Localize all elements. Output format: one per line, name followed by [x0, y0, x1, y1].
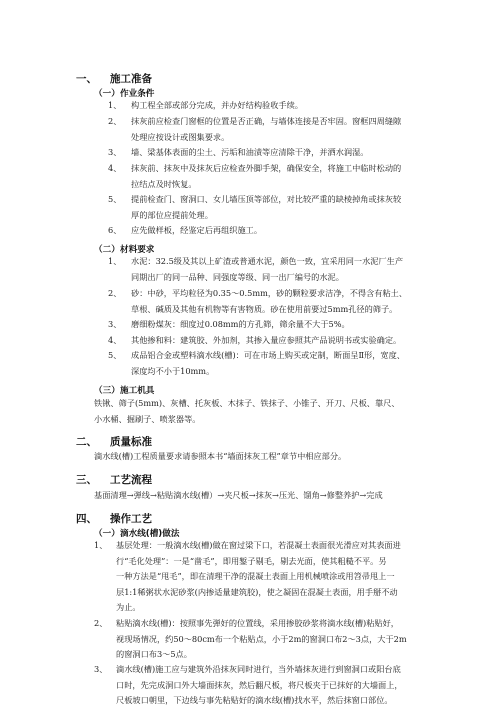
- section-title: 工艺流程: [110, 474, 152, 486]
- list-item: 6、 应先做样板，经鉴定后再组织施工。: [108, 225, 263, 235]
- section-number: 二、: [76, 436, 97, 448]
- section-heading: [76, 434, 152, 449]
- list-item: 5、 提前检查门、窗洞口、女儿墙压顶等部位，对比较严重的缺棱掉角或抹灰较 厚的部位应提前处理。: [108, 194, 402, 220]
- subsection-title: 作业条件: [120, 89, 155, 99]
- tools-paragraph: 铁锹、筛子(5mm)、灰槽、托灰板、木抹子、铁抹子、小锥子、开刀、尺板、靠尺、 小水桶、掘刷子、喷浆器等。: [94, 398, 400, 424]
- quality-paragraph: 滴水线(槽)工程质量要求请参照本书“墙面抹灰工程”章节中相应部分。: [94, 451, 347, 461]
- section-title: 施工准备: [110, 73, 152, 85]
- section-heading: [76, 511, 152, 526]
- section-number: 一、: [76, 73, 97, 85]
- list-item: 1、 基层处理：一般滴水线(槽)做在窗过梁下口，若混凝土表面很光滑应对其表面进 行“毛化处理”：一是“凿毛”，即用錾子剔毛，剔去光面，使其粗糙不平。另 一种方法是“甩毛”，即在清理干净的混凝土表面上用机械喷涂或用笤帚甩上一 层1:1稀粥状水泥砂浆(内掺适量建筑胶)，使之凝固在混凝土表面，用手掰不动 为止。: [94, 540, 401, 613]
- section-number: 四、: [76, 513, 97, 525]
- list-item: 2、 粘贴滴水线(槽)：按照事先弹好的位置线，采用掺胶砂浆将滴水线(槽)粘贴好， 视现场情况，约50～80cm布一个粘贴点，小于2m的窗洞口布2～3点，大于2m 的窗洞口布3～5点。: [94, 618, 407, 660]
- section-number: 三、: [76, 474, 97, 486]
- list-item: 3、 墙、梁基体表面的尘土、污垢和油渍等应清除干净，并洒水润湿。: [108, 147, 369, 157]
- subsection-title: 材料要求: [120, 245, 155, 255]
- list-item: 4、 抹灰前、抹灰中及抹灰后应检查外脚手架，确保安全，将施工中临时松动的 拉结点及时恢复。: [108, 163, 402, 189]
- subsection-title: 施工机具: [120, 386, 155, 396]
- list-item: 4、 其他掺和料：建筑胶、外加剂，其掺入量应参照其产品说明书或实验确定。: [108, 335, 402, 345]
- subsection-number: （二）: [94, 245, 120, 255]
- process-flow: 基面清理→弹线→粘贴滴水线(槽）→夹尺板→抹灰→压光、馏角→修整养护→完成: [94, 490, 383, 500]
- subsection-number: （一）: [94, 89, 120, 99]
- list-item: 3、 滴水线(槽)施工应与建筑外沿抹灰同时进行，当外墙抹灰进行到窗洞口或阳台底 口时，先完成洞口外大墙面抹灰，然后翻尺板，将尺板夹于已抹好的大墙面上， 尺板坡口朝里，下边线与事先粘贴好的滴水线(槽)找水平，然后抹窗口部位。: [94, 664, 403, 706]
- list-item: 1、 构工程全部或部分完成，并办好结构验收手续。: [108, 100, 303, 110]
- section-title: 质量标准: [110, 436, 152, 448]
- section-heading: [76, 472, 152, 487]
- list-item: 5、 成品铝合金或塑料滴水线(槽)：可在市场上购买或定制，断面呈Ⅱ形，宽度、 深度均不小于10mm。: [108, 350, 405, 376]
- section-title: 操作工艺: [110, 513, 152, 525]
- section-heading: [76, 71, 152, 86]
- subsection-heading: [94, 384, 154, 396]
- list-item: 1、 水泥：32.5级及其以上矿渣或普通水泥，颜色一致，宜采用同一水泥厂生产 同期出厂的同一品种、同强度等级、同一出厂编号的水泥。: [108, 256, 404, 282]
- list-item: 2、 抹灰前应检查门窗框的位置是否正确，与墙体连接是否牢固。窗框四周缝隙 处理应按设计或图集要求。: [108, 116, 402, 142]
- list-item: 3、 磨细粉煤灰：细度过0.08mm的方孔筛，筛余量不大于5%。: [108, 319, 350, 329]
- subsection-title: 滴水线(槽)做法: [120, 529, 180, 539]
- subsection-number: （一）: [94, 529, 120, 539]
- list-item: 2、 砂：中砂，平均粒径为0.35～0.5mm，砂的颗粒要求洁净，不得含有粘土、 草根、碱质及其他有机物等有害物质。砂在使用前要过5mm孔径的筛子。: [108, 288, 408, 314]
- subsection-number: （三）: [94, 386, 120, 396]
